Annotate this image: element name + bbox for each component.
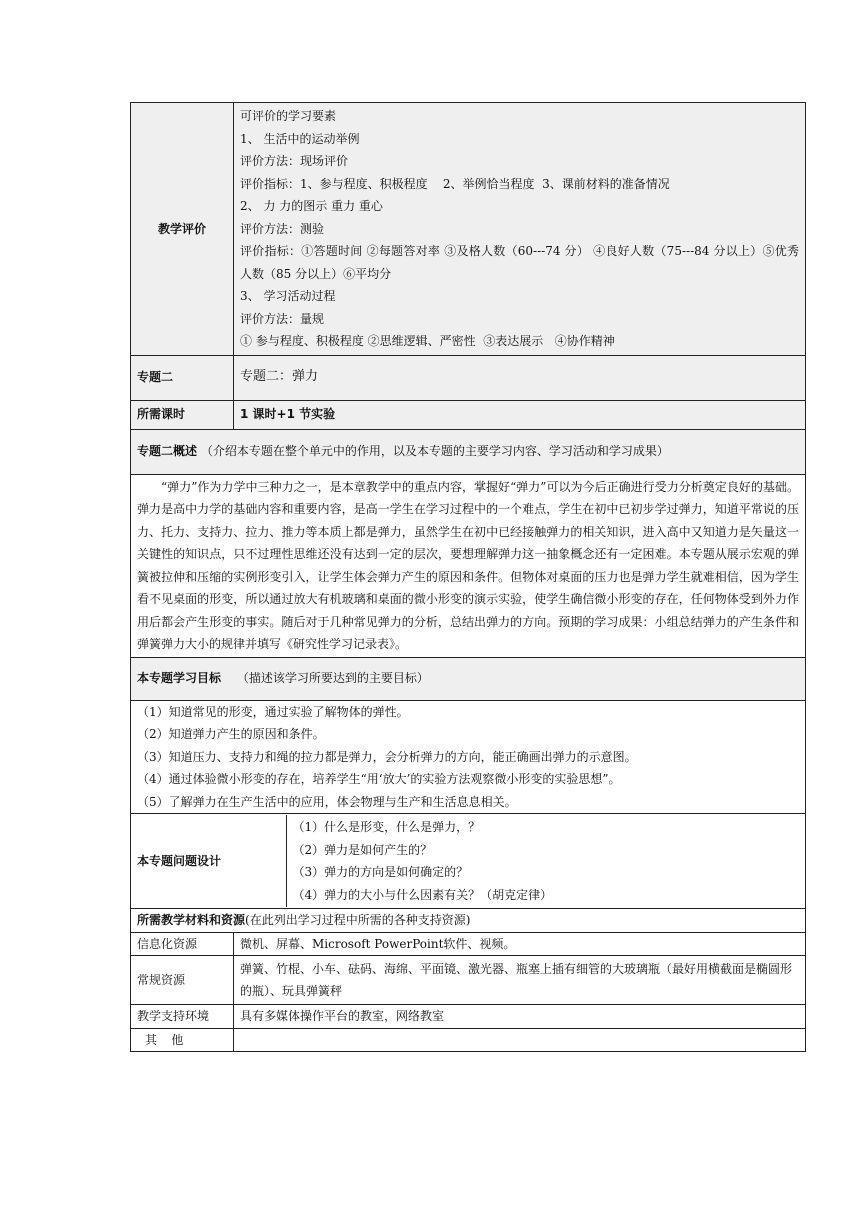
questions-table — [131, 815, 805, 907]
goal-item: （2）知道弹力产生的原因和条件。 — [137, 727, 325, 741]
lesson-plan-table — [130, 102, 806, 1052]
evaluation-line: 3、 学习活动过程 — [240, 289, 336, 303]
resource-value: 微机、屏幕、Microsoft PowerPoint软件、视频。 — [234, 932, 806, 956]
hours-row — [131, 400, 806, 429]
evaluation-line: 2、 力 力的图示 重力 重心 — [240, 199, 383, 213]
goals-header — [131, 657, 806, 700]
question-item: （4）弹力的大小与什么因素有关？（胡克定律） — [292, 887, 553, 902]
resource-row — [131, 1028, 806, 1052]
evaluation-line: 评价方法：现场评价 — [240, 154, 349, 168]
goal-item: （4）通过体验微小形变的存在，培养学生“用‘放大’的实验方法观察微小形变的实验思想”。 — [137, 772, 621, 786]
evaluation-line: 1、 生活中的运动举例 — [240, 131, 360, 146]
resource-label: 教学支持环境 — [131, 1005, 234, 1029]
overview-header — [131, 429, 806, 474]
goals-note: （描述该学习所要达到的主要目标） — [236, 671, 429, 686]
resource-label: 常规资源 — [131, 956, 234, 1005]
overview-body: “弹力”作为力学中三种力之一，是本章教学中的重点内容，掌握好“弹力”可以为今后正确进行受力分析奠定良好的基础。弹力是高中力学的基础内容和重要内容，是高一学生在学习过程中的一个难点，学生在初中已初步学过弹力，知道平常说的压力、托力、支持力、拉力、推力等本质上都是弹力，虽然学生在初中已经接触弹力的相关知识，进入高中又知道力是矢量这一关键性的知识点，只不过理性思维还没有达到一定的层次，要想理解弹力这一抽象概念还有一定困难。本专题从展示宏观的弹簧被拉伸和压缩的实例形变引入，让学生体会弹力产生的原因和条件。但物体对桌面的压力也是弹力学生就难相信，因为学生看不见桌面的形变，所以通过放大有机玻璃和桌面的微小形变的演示实验，使学生确信微小形变的存在，任何物体受到外力作用后都会产生形变的事实。随后对于几种常见弹力的分析，总结出弹力的方向。预期的学习成果：小组总结弹力的产生条件和弹簧弹力大小的规律并填写《研究性学习记录表》。 — [131, 474, 806, 657]
evaluation-line: 评价指标：①答题时间 ②每题答对率 ③及格人数（60---74 分） ④良好人数（75---84 分以上）⑤优秀人数（85 分以上）⑥平均分 — [240, 244, 799, 281]
overview-title: 专题二概述 — [137, 444, 198, 459]
evaluation-line: 可评价的学习要素 — [240, 109, 337, 123]
topic-row — [131, 355, 806, 400]
goal-item: （3）知道压力、支持力和绳的拉力都是弹力，会分析弹力的方向，能正确画出弹力的示意图。 — [137, 749, 637, 764]
evaluation-line: 评价方法：量规 — [240, 311, 325, 326]
goals-title: 本专题学习目标 — [137, 671, 222, 686]
hours-value: 1 课时+1 节实验 — [234, 400, 806, 429]
resource-row — [131, 932, 806, 956]
evaluation-row — [131, 103, 806, 356]
resource-row — [131, 1005, 806, 1029]
question-item: （3）弹力的方向是如何确定的？ — [292, 865, 469, 879]
overview-header-row — [131, 429, 806, 474]
goal-item: （1）知道常见的形变，通过实验了解物体的弹性。 — [137, 704, 409, 719]
hours-label: 所需课时 — [131, 400, 234, 429]
goals-header-row — [131, 657, 806, 700]
evaluation-line: ① 参与程度、积极程度 ②思维逻辑、严密性 ③表达展示 ④协作精神 — [240, 334, 615, 348]
overview-body-row — [131, 474, 806, 657]
resources-header-row — [131, 909, 806, 933]
overview-note: （介绍本专题在整个单元中的作用，以及本专题的主要学习内容、学习活动和学习成果） — [200, 444, 669, 459]
resource-value: 弹簧、竹棍、小车、砝码、海绵、平面镜、激光器、瓶塞上插有细管的大玻璃瓶（最好用横截面是椭圆形的瓶）、玩具弹簧秤 — [234, 956, 806, 1005]
evaluation-label: 教学评价 — [131, 103, 234, 356]
evaluation-line: 评价指标：1、参与程度、积极程度 2、举例恰当程度 3、课前材料的准备情况 — [240, 176, 670, 191]
resources-title: 所需教学材料和资源 — [137, 913, 246, 927]
goal-item: （5）了解弹力在生产生活中的应用，体会物理与生产和生活息息相关。 — [137, 794, 517, 809]
resources-note: (在此列出学习过程中所需的各种支持资源) — [245, 913, 471, 927]
questions-list — [286, 815, 805, 907]
resource-value: 具有多媒体操作平台的教室，网络教室 — [234, 1005, 806, 1029]
resource-label — [131, 1028, 234, 1052]
resource-label-text: 其他 — [145, 1032, 198, 1047]
resource-row — [131, 956, 806, 1005]
question-item: （1）什么是形变，什么是弹力，？ — [292, 820, 481, 834]
questions-label: 本专题问题设计 — [131, 815, 286, 907]
evaluation-line: 评价方法：测验 — [240, 221, 325, 236]
questions-row — [131, 814, 806, 909]
goals-list — [131, 700, 806, 814]
questions-cell — [131, 814, 806, 909]
goals-list-row — [131, 700, 806, 814]
resource-value — [234, 1028, 806, 1052]
resource-label: 信息化资源 — [131, 932, 234, 956]
resources-header — [131, 909, 806, 933]
evaluation-content — [234, 103, 806, 356]
topic-value: 专题二：弹力 — [234, 355, 806, 400]
question-item: （2）弹力是如何产生的？ — [292, 842, 433, 857]
topic-label: 专题二 — [131, 355, 234, 400]
